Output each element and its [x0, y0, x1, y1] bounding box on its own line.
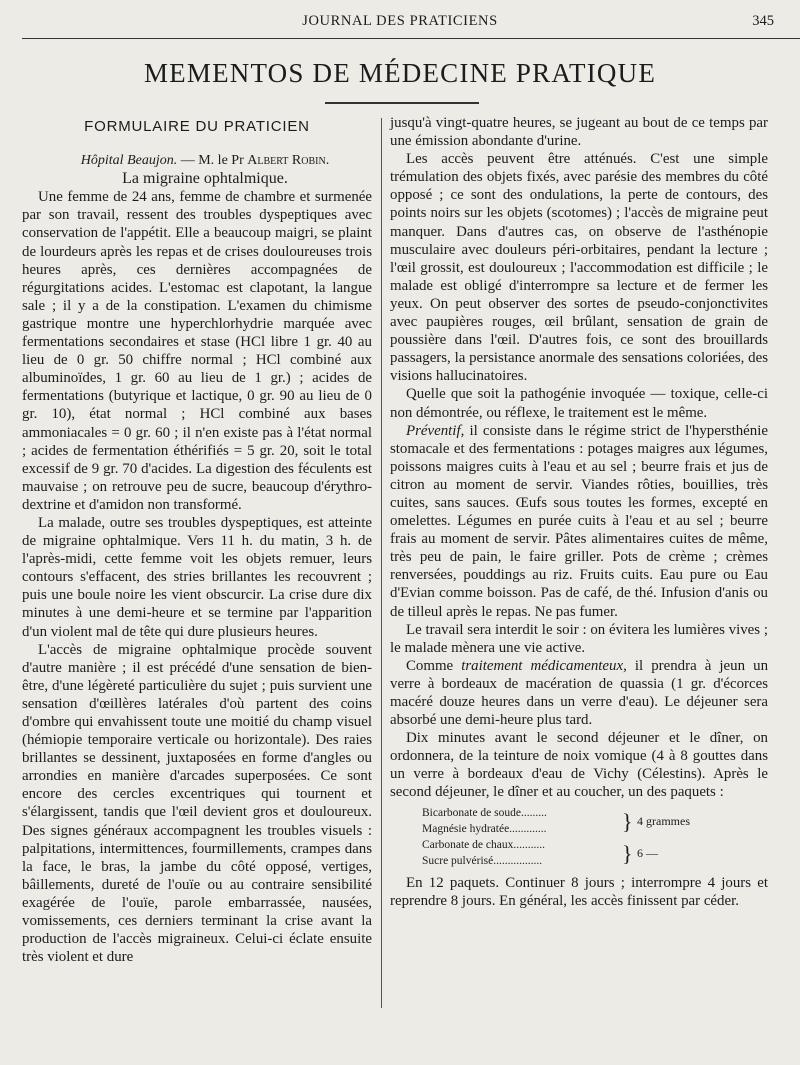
hospital-name: Hôpital Beaujon. [80, 153, 178, 169]
page-title: MEMENTOS DE MÉDECINE PRATIQUE [143, 58, 657, 88]
recipe-dose: 6 — [637, 845, 658, 860]
recipe-item: Sucre pulvérisé................. [422, 854, 543, 867]
recipe-dose: 4 grammes [637, 813, 690, 828]
paragraph: Une femme de 24 ans, femme de chambre et surmenée par son travail, ressent des troubles dyspeptiques avec conservation de l'appétit. Elle a beaucoup maigri, se plaint de lourdeurs après les repas et de crises douloureuses trois heures après, ces dernières accompagnées de régurgitations acides. L'estomac est clapotant, la langue sale ; il y a de la constipation. L'examen du chimisme gastrique montre une hyperchlorhydrie marquée avec fermentations secondaires et stase (HCl libre 1 gr. 40 au lieu de 0 gr. 50 chiffre normal ; HCl combiné aux albuminoïdes, 1 gr. 60 au lieu de 1 gr.) ; acides de fermentations (butyrique et lactique, 0 gr. 90 au lieu de 0 gr. 10), état normal ; HCl combiné aux bases ammoniacales = 0 gr. 60 ; il n'en existe pas à l'état normal ; acides de fermentation éthérifiés = 5 gr. 20, soit le total excessif de 9 gr. 70 d'acides. La digestion des féculents est mauvaise ; on retrouve peu de sucre, beaucoup d'érythro-dextrine et d'amidon non transformé. [22, 189, 372, 513]
brace-glyph: } [622, 808, 633, 834]
paragraph-preventif [390, 422, 768, 621]
hospital-sep: — M. le Pr [180, 153, 244, 169]
paragraph: En 12 paquets. Continuer 8 jours ; interrompre 4 jours et reprendre 8 jours. En général, les accès finissent par céder. [390, 874, 768, 909]
paragraph: L'accès de migraine ophtalmique procède souvent d'autre manière ; il est précédé d'une sensation de bien-être, d'une légèreté particulière du sujet ; puis survient une sensation d'œillères latérales d'où partent des coins d'ombre qui envahissent toute une moitié du champ visuel (hémiopie temporaire verticale ou horizontale). Des raies brillantes se dessinent, juxtaposées en forme d'angles ou arrondies en manière d'arcades superposées. Ce sont encore des cercles excentriques qui tournent et s'élargissent, tandis que l'œil devient gros et douloureux. Des signes généraux accompagnent les troubles visuels : palpitations, intermittences, fourmillements, crampes dans la face, le bras, la jambe du côté opposé, vertiges, bâillements, dureté de l'ouïe ou au contraire sensibilité exagérée de l'ouïe, parole embarrassée, nausées, vomissements, ces derniers terminant la crise avant la production de l'accès migraineux. Celui-ci éclate ensuite très violent et dure [22, 641, 372, 966]
recipe-list [422, 806, 768, 870]
paragraph-traitement [390, 657, 768, 729]
article-subtitle: La migraine ophtalmique. [122, 170, 288, 188]
paragraph: Les accès peuvent être atténués. C'est une simple trémulation des objets fixés, avec parésie des membres du côté opposé ; ce sont des ondulations, la perte de contours, des points noirs sur les objets (scotomes) ; l'accès de migraine peut manquer. Dans d'autres cas, on observe de l'asthénopie musculaire avec douleurs péri-orbitaires, pendant la lecture ; l'œil grossit, est douloureux ; l'accommodation est difficile ; le malade est obligé d'interrompre sa lecture et de fermer les yeux. On peut observer des sortes de pseudo-conjonctivites avec paupières rouges, œil brûlant, sensation de grain de poussière dans l'œil. D'autres fois, ce sont des brouillards passagers, la persistance anormale des sensations coloriées, des visions hallucinatoires. [390, 151, 768, 385]
recipe-item: Carbonate de chaux........... [422, 838, 545, 851]
recipe-item: Bicarbonate de soude......... [422, 806, 547, 819]
paragraph: Quelle que soit la pathogénie invoquée — toxique, celle-ci non démontrée, ou réflexe, le traitement est le même. [390, 386, 768, 421]
preventif-text: il consiste dans le régime strict de l'hypersthénie stomacale et des fermentations : potages maigres aux légumes, poissons maigres cuits à l'eau et au sel ; beurre frais et jus de citron au moment de servir. Viandes rôties, bouillies, très cuites, sans sauces. Œufs sous toutes les formes, excepté en omelettes. Légumes en purée cuits à l'eau et au sel ; beurre frais au moment de servir. Pâtes alimentaires cuites de même, très peu de pain, le faire griller. Pots de crème ; crèmes renversées, pouddings au riz. Fruits cuits. Eau pure ou Eau d'Evian comme boisson. Pas de café, de thé. Infusion d'anis ou de tilleul après le repas. Ne pas fumer. [390, 422, 768, 620]
section-heading: FORMULAIRE DU PRATICIEN [84, 118, 310, 135]
page-number: 345 [752, 13, 774, 29]
journal-title: JOURNAL DES PRATICIENS [302, 13, 498, 29]
brace-glyph: } [622, 840, 633, 866]
left-column [22, 114, 372, 966]
column-divider [381, 118, 382, 1008]
traitement-text: il prendra à jeun un verre à bordeaux de macération de quassia (1 gr. d'écorces macéré douze heures dans un verre d'eau). Le déjeuner sera absorbé une demi-heure plus tard. [390, 657, 769, 729]
title-rule [325, 102, 479, 104]
header-rule [22, 38, 800, 39]
paragraph: Dix minutes avant le second déjeuner et le dîner, on ordonnera, de la teinture de noix vomique (4 à 8 gouttes dans un verre à bordeaux d'eau de Vichy (Célestins). Après le second déjeuner, le dîner et au coucher, un des paquets : [390, 730, 768, 801]
preventif-label: Préventif, [406, 422, 465, 439]
traitement-prefix: Comme [406, 657, 462, 674]
recipe-item: Magnésie hydratée............. [422, 822, 547, 835]
right-column [390, 114, 768, 910]
paragraph: jusqu'à vingt-quatre heures, se jugeant au bout de ce temps par une émission abondante d'urine. [390, 115, 768, 150]
running-header [0, 0, 800, 36]
doctor-name: Albert Robin. [247, 153, 330, 169]
paragraph: Le travail sera interdit le soir : on évitera les lumières vives ; le malade mènera une vie active. [390, 621, 768, 656]
hospital-line [22, 152, 372, 170]
traitement-label: traitement médicamenteux, [461, 657, 627, 674]
paragraph: La malade, outre ses troubles dyspeptiques, est atteinte de migraine ophtalmique. Vers 11 h. du matin, 3 h. de l'après-midi, cette femme voit les objets remuer, leurs contours s'effacent, des stries brillantes les recouvrent ; puis une boule noire les vient obscurcir. La crise dure dix minutes à une demi-heure et se termine par l'apparition d'un violent mal de tête qui dure plusieurs heures. [22, 514, 372, 640]
